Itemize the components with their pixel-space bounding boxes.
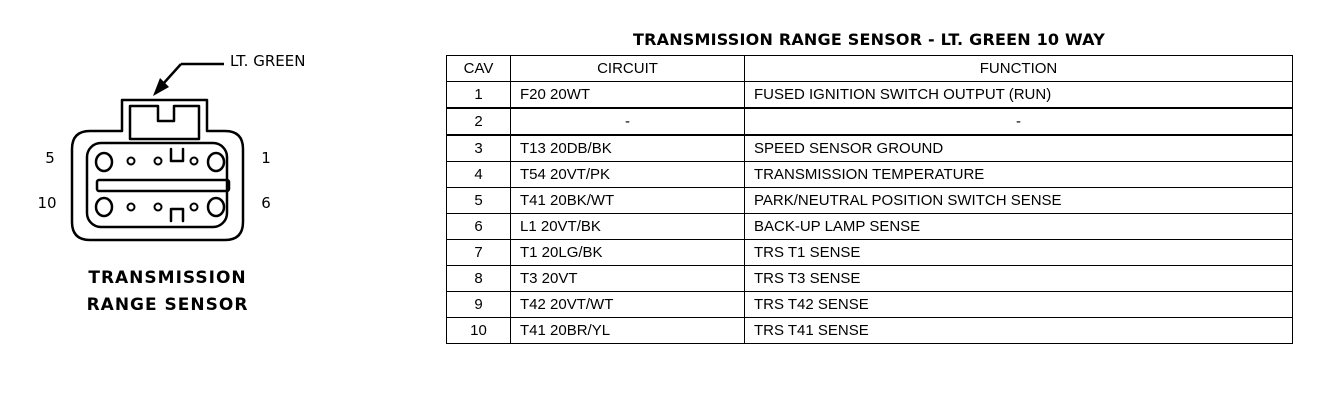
header-cav: CAV: [447, 56, 511, 82]
cell-cav: 3: [447, 135, 511, 162]
cell-circuit: -: [511, 108, 745, 135]
cavity-3: [155, 158, 162, 165]
cavity-end-6: [208, 198, 224, 216]
cell-cav: 8: [447, 266, 511, 292]
cavity-9: [128, 204, 135, 211]
cell-cav: 9: [447, 292, 511, 318]
table-row: [447, 188, 1293, 214]
connector-diagram: [0, 0, 440, 408]
cavity-7: [191, 204, 198, 211]
connector-key-bottom: [171, 209, 183, 221]
cell-function: FUSED IGNITION SWITCH OUTPUT (RUN): [745, 82, 1293, 109]
cell-circuit: T41 20BK/WT: [511, 188, 745, 214]
cell-function: -: [745, 108, 1293, 135]
pin-number-5: 5: [45, 149, 55, 167]
connector-divider: [97, 180, 229, 191]
cell-cav: 4: [447, 162, 511, 188]
connector-key-top: [171, 149, 183, 161]
connector-latch: [130, 106, 199, 139]
connector-caption-line2: RANGE SENSOR: [86, 295, 249, 315]
color-callout-label: LT. GREEN: [230, 52, 306, 70]
header-function: FUNCTION: [745, 56, 1293, 82]
table-row: [447, 292, 1293, 318]
cell-circuit: T1 20LG/BK: [511, 240, 745, 266]
cell-circuit: T42 20VT/WT: [511, 292, 745, 318]
table-row: [447, 318, 1293, 344]
cell-function: TRS T41 SENSE: [745, 318, 1293, 344]
table-row: [447, 108, 1293, 135]
cell-cav: 6: [447, 214, 511, 240]
table-row: [447, 82, 1293, 109]
cell-cav: 10: [447, 318, 511, 344]
cavity-4: [128, 158, 135, 165]
pin-number-1: 1: [261, 149, 271, 167]
color-callout-arrow: [153, 64, 224, 96]
cell-circuit: T54 20VT/PK: [511, 162, 745, 188]
cell-circuit: T41 20BR/YL: [511, 318, 745, 344]
connector-caption: [40, 265, 295, 319]
table-row: [447, 266, 1293, 292]
table-row: [447, 135, 1293, 162]
cell-circuit: F20 20WT: [511, 82, 745, 109]
header-circuit: CIRCUIT: [511, 56, 745, 82]
cell-function: TRS T1 SENSE: [745, 240, 1293, 266]
cell-function: BACK-UP LAMP SENSE: [745, 214, 1293, 240]
cell-cav: 7: [447, 240, 511, 266]
cavity-end-5: [96, 153, 112, 171]
cavity-end-1: [208, 153, 224, 171]
cell-circuit: T13 20DB/BK: [511, 135, 745, 162]
cell-circuit: T3 20VT: [511, 266, 745, 292]
table-row: [447, 214, 1293, 240]
pinout-table: [446, 55, 1293, 344]
cell-function: TRS T3 SENSE: [745, 266, 1293, 292]
connector-caption-line1: TRANSMISSION: [88, 268, 247, 288]
table-row: [447, 240, 1293, 266]
table-title: TRANSMISSION RANGE SENSOR - LT. GREEN 10 WAY: [632, 30, 1105, 49]
cell-circuit: L1 20VT/BK: [511, 214, 745, 240]
table-header-row: [447, 56, 1293, 82]
cell-function: TRANSMISSION TEMPERATURE: [745, 162, 1293, 188]
cell-cav: 1: [447, 82, 511, 109]
cell-function: TRS T42 SENSE: [745, 292, 1293, 318]
cavity-2: [191, 158, 198, 165]
table-row: [447, 162, 1293, 188]
cell-function: PARK/NEUTRAL POSITION SWITCH SENSE: [745, 188, 1293, 214]
cell-cav: 5: [447, 188, 511, 214]
pin-number-6: 6: [261, 194, 271, 212]
pin-number-10: 10: [37, 194, 57, 212]
cell-function: SPEED SENSOR GROUND: [745, 135, 1293, 162]
cell-cav: 2: [447, 108, 511, 135]
cavity-end-10: [96, 198, 112, 216]
cavity-8: [155, 204, 162, 211]
